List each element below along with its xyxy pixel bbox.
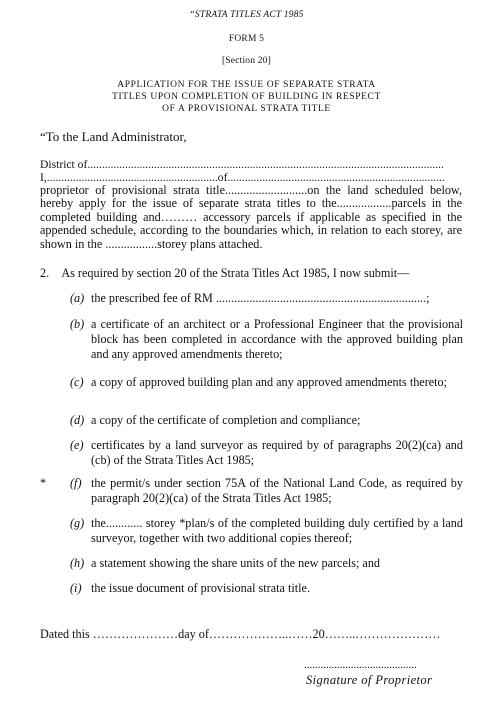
item-text-e: certificates by a land surveyor as required by of paragraphs 20(2)(ca) and (cb) of the Strata Titles Act 1985; (91, 438, 463, 467)
item-label-h: (h) (70, 556, 85, 570)
district-field: District of........................................................................................................................... (40, 158, 444, 171)
item-text-a: the prescribed fee of RM .....................................................................; (91, 291, 430, 305)
act-title: “STRATA TITLES ACT 1985 (189, 10, 304, 20)
form-heading-line-3: OF A PROVISIONAL STRATA TITLE (162, 104, 331, 114)
item-text-i: the issue document of provisional strata title. (91, 581, 310, 595)
addressee: “To the Land Administrator, (40, 129, 187, 144)
item-text-d: a copy of the certificate of completion and compliance; (91, 413, 361, 427)
item-label-b: (b) (70, 317, 85, 331)
item-marker-f: * (40, 476, 47, 490)
applicant-field: I,...........................................................of........................................................................... (40, 171, 445, 184)
item-label-i: (i) (70, 581, 82, 595)
item-label-c: (c) (70, 375, 84, 389)
item-label-g: (g) (70, 516, 85, 530)
item-text-b: a certificate of an architect or a Professional Engineer that the provisional block has been completed in accordance with the approved building plan and any approved amendments thereto; (91, 317, 463, 361)
section-reference: [Section 20] (221, 56, 272, 66)
item-text-g: the............ storey *plan/s of the completed building duly certified by a land surveyor, together with two additional copies thereof; (91, 516, 463, 545)
item-text-f: the permit/s under section 75A of the National Land Code, as required by paragraph 20(2)(ca) of the Strata Titles Act 1985; (91, 476, 463, 505)
item-label-e: (e) (70, 438, 84, 452)
signature-label: Signature of Proprietor (306, 673, 433, 687)
signature-line: ......................................... (304, 659, 417, 671)
item-label-d: (d) (70, 413, 85, 427)
form-heading-line-1: APPLICATION FOR THE ISSUE OF SEPARATE STRATA (117, 80, 376, 90)
dated-line: Dated this …………………day of………………..……20……..………………… (40, 627, 441, 641)
item-label-f: (f) (70, 476, 82, 490)
submission-paragraph: 2. As required by section 20 of the Strata Titles Act 1985, I now submit— (40, 266, 410, 280)
item-text-h: a statement showing the share units of the new parcels; and (91, 556, 381, 570)
form-heading-line-2: TITLES UPON COMPLETION OF BUILDING IN RESPECT (112, 92, 381, 102)
form-number: FORM 5 (228, 34, 265, 44)
application-paragraph: proprietor of provisional strata title...........................on the land scheduled below, hereby apply for the issue of separate strata titles to the..................parcels in the completed building and……… accessory parcels if applicable as specified in the appended schedule, according to the boundaries which, in relation to each storey, are shown in the .................storey plans attached. (40, 183, 462, 251)
item-text-c: a copy of approved building plan and any approved amendments thereto; (91, 375, 448, 389)
item-label-a: (a) (70, 291, 85, 305)
